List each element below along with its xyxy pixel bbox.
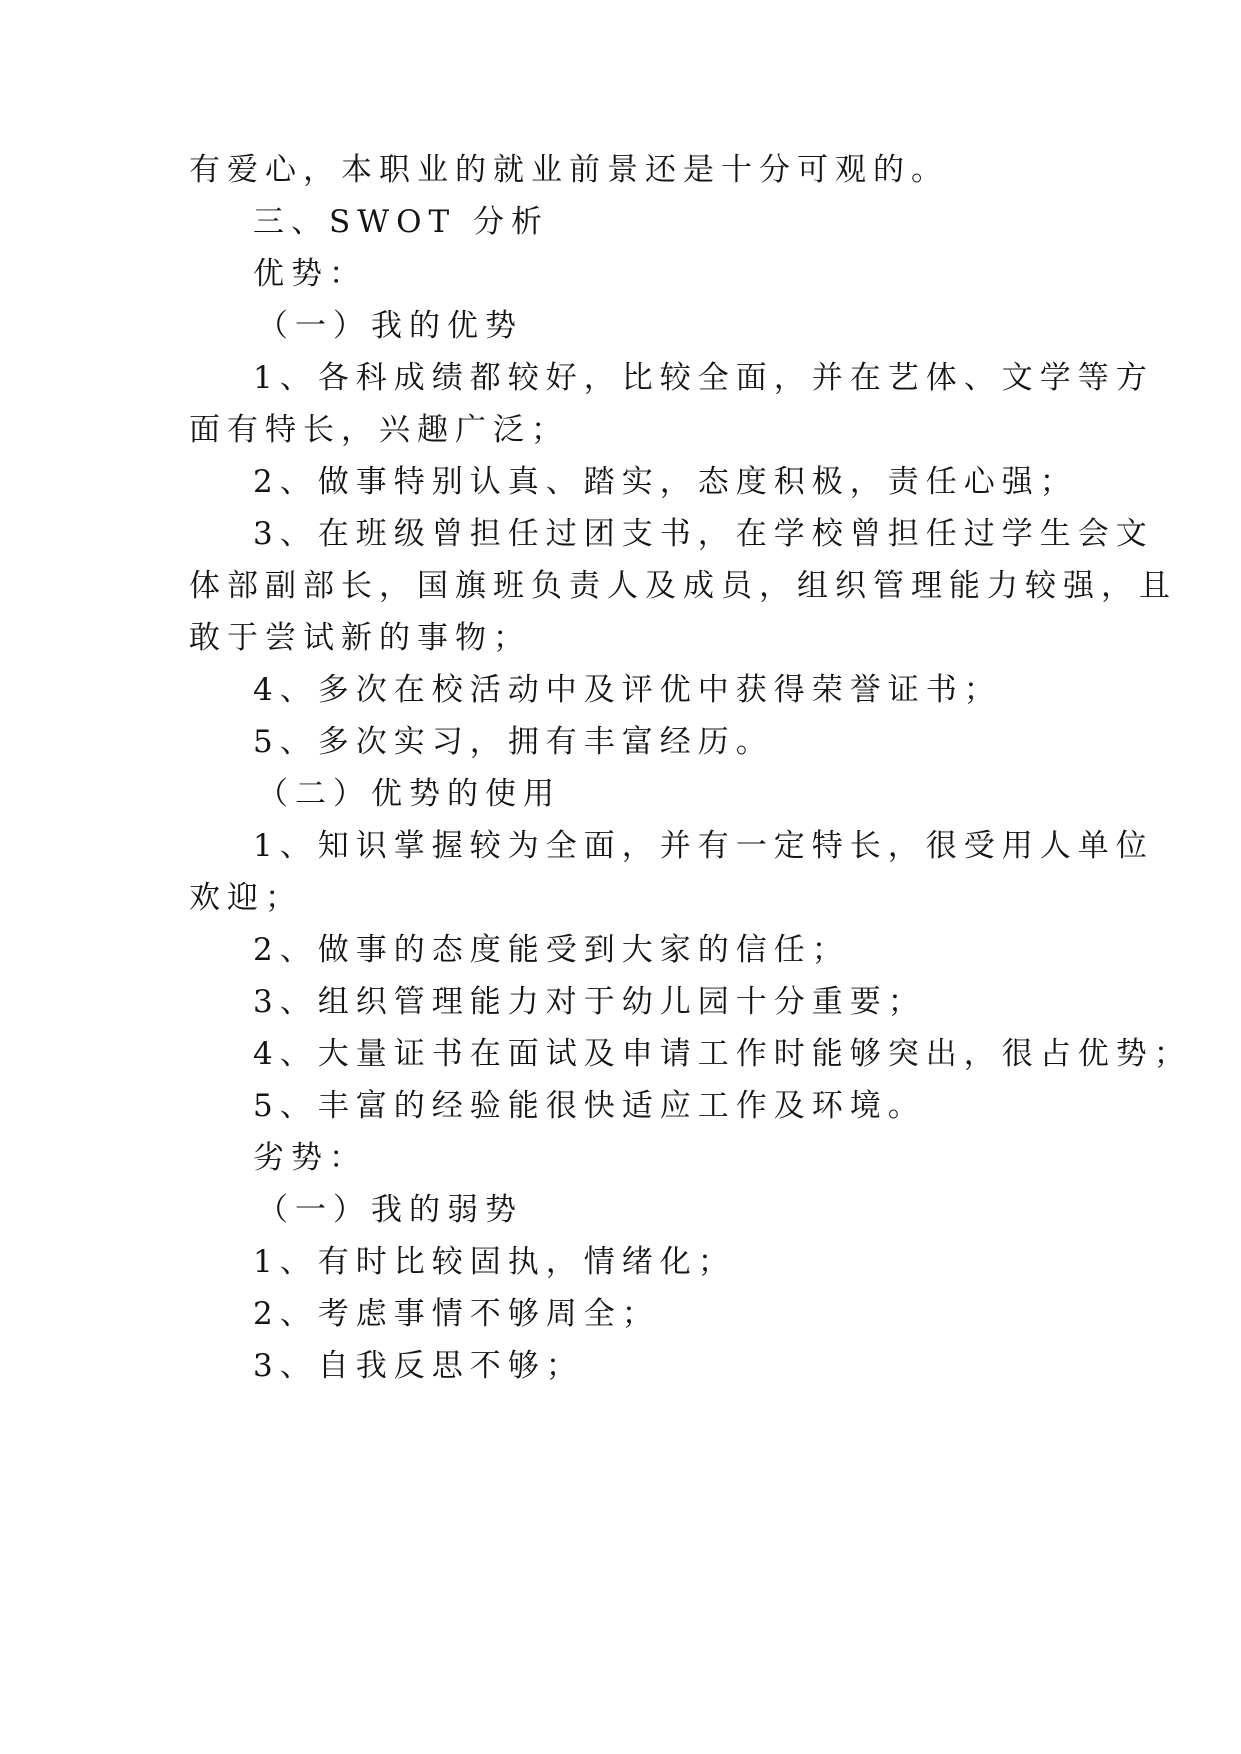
list-item: 3、组织管理能力对于幼儿园十分重要； (253, 984, 926, 1020)
subsection-heading: （一）我的优势 (257, 308, 523, 344)
subsection-heading: （一）我的弱势 (257, 1192, 523, 1228)
list-item: 2、做事的态度能受到大家的信任； (253, 932, 850, 968)
subsection-heading: 劣势： (253, 1140, 367, 1176)
list-item: 4、大量证书在面试及申请工作时能够突出，很占优势； (253, 1036, 1192, 1072)
subsection-heading: （二）优势的使用 (257, 776, 561, 812)
list-item: 3、自我反思不够； (253, 1348, 584, 1384)
list-item-continuation: 欢迎； (189, 880, 303, 916)
paragraph-line: 有爱心，本职业的就业前景还是十分可观的。 (189, 152, 949, 188)
list-item: 5、丰富的经验能很快适应工作及环境。 (253, 1088, 926, 1124)
list-item: 3、在班级曾担任过团支书，在学校曾担任过学生会文 (253, 516, 1154, 552)
list-item: 2、做事特别认真、踏实，态度积极，责任心强； (253, 464, 1078, 500)
list-item: 2、考虑事情不够周全； (253, 1296, 660, 1332)
subsection-heading: 优势： (253, 256, 367, 292)
list-item-continuation: 体部副部长，国旗班负责人及成员，组织管理能力较强，且 (189, 568, 1177, 604)
list-item-continuation: 敢于尝试新的事物； (189, 620, 531, 656)
list-item: 4、多次在校活动中及评优中获得荣誉证书； (253, 672, 1002, 708)
list-item: 5、多次实习，拥有丰富经历。 (253, 724, 774, 760)
list-item: 1、知识掌握较为全面，并有一定特长，很受用人单位 (253, 828, 1154, 864)
section-heading: 三、SWOT 分析 (253, 204, 550, 240)
list-item: 1、各科成绩都较好，比较全面，并在艺体、文学等方 (253, 360, 1154, 396)
list-item-continuation: 面有特长，兴趣广泛； (189, 412, 569, 448)
list-item: 1、有时比较固执，情绪化； (253, 1244, 736, 1280)
